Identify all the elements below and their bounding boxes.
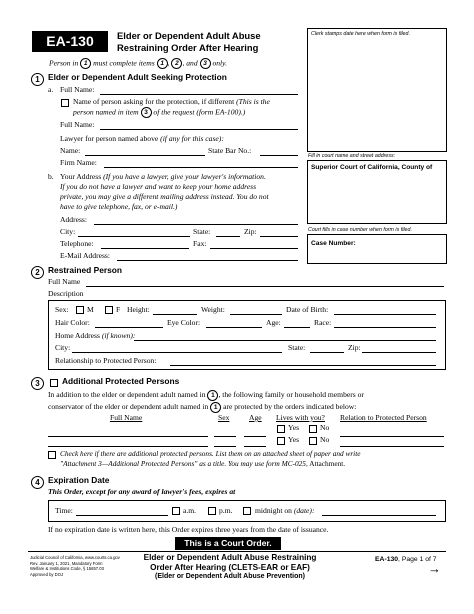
next-page-arrow-icon: → <box>428 561 441 576</box>
fax-label: Fax: <box>193 239 207 248</box>
person-2-yes-checkbox[interactable] <box>277 437 285 445</box>
age-label: Age: <box>266 318 281 327</box>
person-1-relation-field[interactable] <box>340 436 444 437</box>
section-1-title: Elder or Dependent Adult Seeking Protection <box>48 72 227 82</box>
expiration-date-field[interactable] <box>322 515 436 516</box>
description-label: Description <box>48 289 84 298</box>
sex-m-label: M <box>87 305 94 314</box>
home-city-field[interactable] <box>72 352 282 353</box>
person-1-yes-label: Yes <box>288 423 300 432</box>
person-2-yes-label: Yes <box>288 435 300 444</box>
person-1-name-field[interactable] <box>48 436 208 437</box>
am-label: a.m. <box>183 506 197 515</box>
sex-label: Sex: <box>55 305 69 314</box>
item-a-label: a. <box>48 85 54 94</box>
full-name-2-field[interactable] <box>100 129 298 130</box>
email-label: E-Mail Address: <box>60 251 110 260</box>
city-field[interactable] <box>78 236 190 237</box>
person-1-no-checkbox[interactable] <box>309 425 317 433</box>
am-checkbox[interactable] <box>172 507 180 515</box>
person-1-age-field[interactable] <box>244 436 266 437</box>
section-2-title: Restrained Person <box>48 265 123 275</box>
full-name-label: Full Name: <box>60 85 95 94</box>
pm-label: p.m. <box>219 506 233 515</box>
court-order-badge <box>175 537 281 550</box>
home-zip-field[interactable] <box>362 352 436 353</box>
form-title: Elder or Dependent Adult Abuse Restraining Order After Hearing <box>117 30 261 53</box>
person-1-no-label: No <box>320 423 330 432</box>
form-code-badge <box>32 31 108 52</box>
home-address-field[interactable] <box>134 340 436 341</box>
item-2-circle: 2 <box>171 58 182 69</box>
expiration-note: If no expiration date is written here, this Order expires three years from the date of issuance. <box>48 525 329 534</box>
dob-label: Date of Birth: <box>286 305 329 314</box>
footer-title: Elder or Dependent Adult Abuse Restraining Order After Hearing (CLETS-EAR or EAF) (Elder or Dependent Adult Abuse Prevention) <box>143 553 317 581</box>
restrained-full-name-label: Full Name <box>48 277 81 286</box>
item-1-circle: 1 <box>157 58 168 69</box>
col-full-name: Full Name <box>110 413 143 422</box>
height-label: Height: <box>127 305 150 314</box>
lawyer-name-field[interactable] <box>85 155 205 156</box>
zip-field[interactable] <box>260 236 298 237</box>
section-2-number: 2 <box>31 266 44 279</box>
midnight-checkbox[interactable] <box>243 507 251 515</box>
lawyer-name-label: Name: <box>60 146 81 155</box>
dob-field[interactable] <box>334 314 436 315</box>
address-note: Your Address (If you have a lawyer, give your lawyer's information. If you do not have a lawyer and want to keep your home address private, you may give a different mailing address instead. You do not have to give telephone, fax, or e-mail.) <box>60 172 269 211</box>
different-name-text: Name of person asking for the protection, if different (This is the person named in item 3 of the request (form EA-100).) <box>73 97 270 117</box>
state-field[interactable] <box>216 236 240 237</box>
section-1-number: 1 <box>31 73 44 86</box>
race-label: Race: <box>314 318 332 327</box>
col-age: Age <box>249 413 262 422</box>
court-name: Superior Court of California, County of <box>311 164 433 171</box>
home-city-label: City: <box>55 343 71 352</box>
telephone-field[interactable] <box>101 248 189 249</box>
item-1-circle: 1 <box>210 402 221 413</box>
sex-f-label: F <box>116 305 121 314</box>
weight-field[interactable] <box>230 314 282 315</box>
age-field[interactable] <box>284 327 310 328</box>
person-2-name-field[interactable] <box>48 446 208 447</box>
race-field[interactable] <box>334 327 436 328</box>
home-state-label: State: <box>288 343 306 352</box>
item-1-circle: 1 <box>207 390 218 401</box>
court-order-text: This is a Court Order. <box>184 538 272 548</box>
form-code: EA-130 <box>46 33 94 49</box>
firm-name-label: Firm Name: <box>60 158 97 167</box>
person-1-yes-checkbox[interactable] <box>277 425 285 433</box>
section-3-checkbox[interactable] <box>50 379 58 387</box>
state-bar-field[interactable] <box>260 155 298 156</box>
fax-field[interactable] <box>210 248 298 249</box>
footer-rule <box>28 551 446 552</box>
home-zip-label: Zip: <box>348 343 361 352</box>
court-label: Fill in court name and street address: <box>308 153 396 159</box>
intro-line: Person in 1 must complete items 1 , 2 , and 3 only. <box>49 58 227 68</box>
city-label: City: <box>60 227 76 236</box>
item-b-label: b. <box>48 172 54 181</box>
expiration-subtitle: This Order, except for any award of lawyer's fees, expires at <box>48 487 236 496</box>
section-3-text: In addition to the elder or dependent adult named in 1 , the following family or household members or conservator of the elder or dependent adult named in 1 are protected by the orders indicated below: <box>48 390 364 411</box>
person-2-sex-field[interactable] <box>214 446 236 447</box>
telephone-label: Telephone: <box>60 239 94 248</box>
full-name-2-label: Full Name: <box>60 120 95 129</box>
time-label: Time: <box>55 506 73 515</box>
item-1-circle: 1 <box>80 58 91 69</box>
person-2-age-field[interactable] <box>244 446 266 447</box>
zip-label: Zip: <box>244 227 257 236</box>
col-relation: Relation to Protected Person <box>340 413 427 422</box>
time-field[interactable] <box>76 515 168 516</box>
case-number-label: Case Number: <box>311 240 356 247</box>
hair-color-field[interactable] <box>95 327 163 328</box>
state-label: State: <box>193 227 211 236</box>
address-label: Address: <box>60 215 87 224</box>
person-1-sex-field[interactable] <box>214 436 236 437</box>
section-4-number: 4 <box>31 476 44 489</box>
person-2-relation-field[interactable] <box>340 446 444 447</box>
relationship-field[interactable] <box>170 365 436 366</box>
home-state-field[interactable] <box>310 352 344 353</box>
clerk-stamp-box <box>307 28 447 152</box>
col-lives-with: Lives with you? <box>276 413 325 422</box>
different-name-checkbox[interactable] <box>61 99 69 107</box>
relationship-label: Relationship to Protected Person: <box>55 356 157 365</box>
section-3-title: Additional Protected Persons <box>62 376 180 386</box>
address-field[interactable] <box>94 224 298 225</box>
additional-persons-text: Check here if there are additional protected persons. List them on an attached sheet of paper and write "Attachment 3—Additional Protected Persons" as a title. You may use form MC-025, Attachment. <box>60 449 361 468</box>
state-bar-label: State Bar No.: <box>208 146 252 155</box>
height-field[interactable] <box>153 314 197 315</box>
item-3-circle: 3 <box>200 58 211 69</box>
lawyer-label: Lawyer for person named above (if any for this case): <box>60 134 224 143</box>
col-sex: Sex <box>218 413 230 422</box>
firm-name-field[interactable] <box>104 167 298 168</box>
email-field[interactable] <box>117 260 298 261</box>
sex-f-checkbox[interactable] <box>105 306 113 314</box>
item-3-circle: 3 <box>141 107 152 118</box>
case-number-box[interactable] <box>307 234 447 264</box>
person-2-no-checkbox[interactable] <box>309 437 317 445</box>
midnight-label: midnight on (date): <box>255 506 315 515</box>
clerk-stamp-note: Clerk stamps date here when form is filed. <box>311 31 410 37</box>
eye-color-label: Eye Color: <box>167 318 201 327</box>
section-3-number: 3 <box>31 377 44 390</box>
additional-persons-checkbox[interactable] <box>48 451 56 459</box>
restrained-full-name-field[interactable] <box>86 286 444 287</box>
weight-label: Weight: <box>201 305 225 314</box>
footer-page: EA-130, Page 1 of 7 <box>375 556 437 563</box>
pm-checkbox[interactable] <box>208 507 216 515</box>
eye-color-field[interactable] <box>206 327 262 328</box>
sex-m-checkbox[interactable] <box>76 306 84 314</box>
section-4-title: Expiration Date <box>48 475 110 485</box>
hair-color-label: Hair Color: <box>55 318 90 327</box>
footer-left: Judicial Council of California, www.courts.ca.gov Rev. January 1, 2021, Mandatory Form Welfare & Institutions Code, § 15657.03 Approved by DOJ <box>30 555 120 577</box>
court-name-box[interactable] <box>307 160 447 224</box>
full-name-field[interactable] <box>100 94 298 95</box>
person-2-no-label: No <box>320 435 330 444</box>
case-label: Court fills in case number when form is filed. <box>308 227 412 233</box>
home-address-label: Home Address (if known): <box>55 331 136 340</box>
